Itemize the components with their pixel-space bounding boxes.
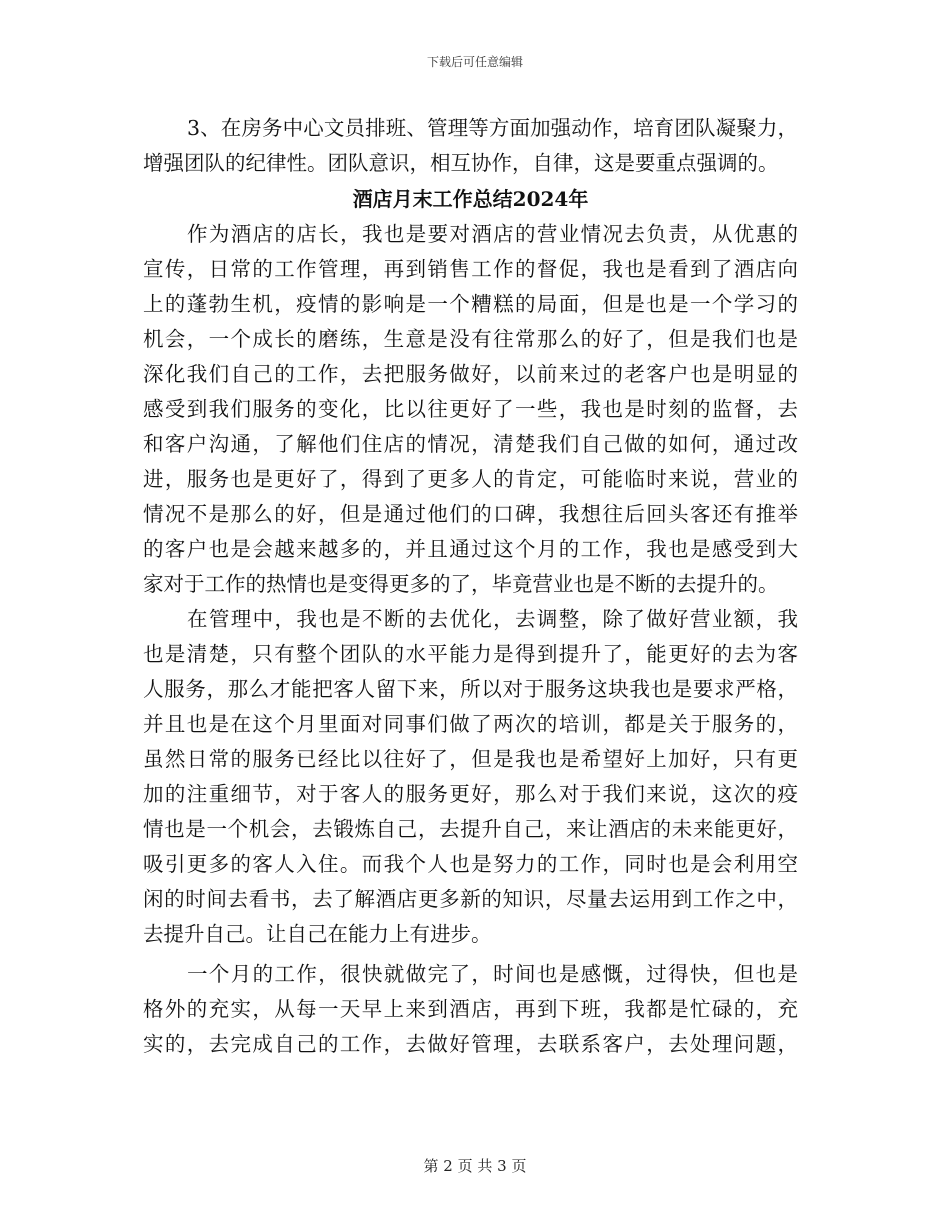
page-number: 第 2 页 共 3 页	[423, 1157, 527, 1175]
paragraph-2	[143, 602, 798, 952]
text-line: 家对于工作的热情也是变得更多的了，毕竟营业也是不断的去提升的。	[143, 572, 779, 596]
text-line: 一个月的工作，很快就做完了，时间也是感慨，过得快，但也是	[187, 962, 798, 986]
text-line: 闲的时间去看书，去了解酒店更多新的知识，尽量去运用到工作之中，	[143, 887, 798, 911]
text-line: 上的蓬勃生机，疫情的影响是一个糟糕的局面，但是也是一个学习的	[143, 292, 798, 316]
text-line: 并且也是在这个月里面对同事们做了两次的培训，都是关于服务的，	[143, 712, 798, 736]
page-header: 下载后可任意编辑	[426, 55, 523, 69]
paragraph-3	[143, 957, 798, 1062]
text-line: 格外的充实，从每一天早上来到酒店，再到下班，我都是忙碌的，充	[143, 997, 798, 1021]
document-body	[143, 111, 798, 1062]
text-line: 实的，去完成自己的工作，去做好管理，去联系客户，去处理问题，	[143, 1032, 798, 1056]
text-line: 去提升自己。让自己在能力上有进步。	[143, 922, 492, 946]
text-line: 人服务，那么才能把客人留下来，所以对于服务这块我也是要求严格，	[143, 677, 798, 701]
text-line: 加的注重细节，对于客人的服务更好，那么对于我们来说，这次的疫	[143, 782, 798, 806]
text-line: 宣传，日常的工作管理，再到销售工作的督促，我也是看到了酒店向	[143, 257, 798, 281]
text-line: 3、在房务中心文员排班、管理等方面加强动作，培育团队凝聚力，	[187, 116, 798, 140]
text-line: 的客户也是会越来越多的，并且通过这个月的工作，我也是感受到大	[143, 537, 798, 561]
text-line: 虽然日常的服务已经比以往好了，但是我也是希望好上加好，只有更	[143, 747, 798, 771]
text-line: 情况不是那么的好，但是通过他们的口碑，我想往后回头客还有推举	[143, 502, 798, 526]
text-line: 进，服务也是更好了，得到了更多人的肯定，可能临时来说，营业的	[143, 467, 798, 491]
text-line: 机会，一个成长的磨练，生意是没有往常那么的好了，但是我们也是	[143, 327, 798, 351]
document-title: 酒店月末工作总结2024年	[352, 187, 589, 211]
text-line: 也是清楚，只有整个团队的水平能力是得到提升了，能更好的去为客	[143, 642, 798, 666]
text-line: 吸引更多的客人入住。而我个人也是努力的工作，同时也是会利用空	[143, 852, 798, 876]
text-line: 和客户沟通，了解他们住店的情况，清楚我们自己做的如何，通过改	[143, 432, 798, 456]
intro-paragraph	[143, 111, 798, 181]
text-line: 情也是一个机会，去锻炼自己，去提升自己，来让酒店的未来能更好，	[143, 817, 798, 841]
text-line: 深化我们自己的工作，去把服务做好，以前来过的老客户也是明显的	[143, 362, 798, 386]
paragraph-1	[143, 217, 798, 602]
text-line: 感受到我们服务的变化，比以往更好了一些，我也是时刻的监督，去	[143, 397, 798, 421]
text-line: 作为酒店的店长，我也是要对酒店的营业情况去负责，从优惠的	[187, 222, 798, 246]
text-line: 在管理中，我也是不断的去优化，去调整，除了做好营业额，我	[187, 607, 798, 631]
text-line: 增强团队的纪律性。团队意识，相互协作，自律，这是要重点强调的。	[143, 151, 779, 175]
